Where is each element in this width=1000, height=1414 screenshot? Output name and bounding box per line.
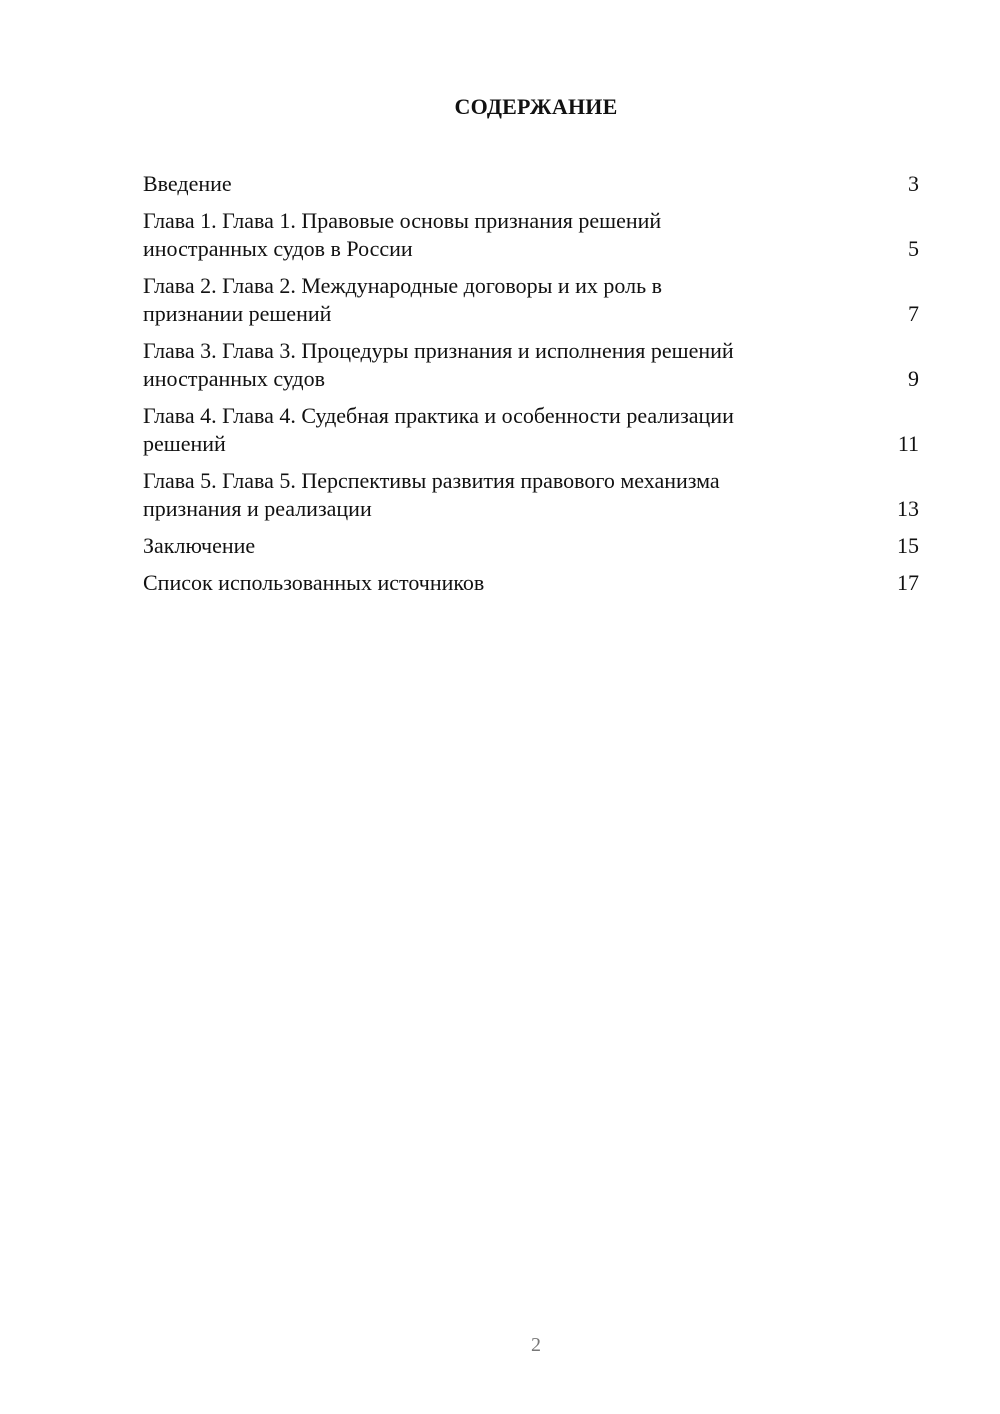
toc-entry-text: Глава 5. Глава 5. Перспективы развития правового механизма признания и реализации [143,468,720,521]
toc-entry-text: Глава 2. Глава 2. Международные договоры и их роль в признании решений [143,273,663,326]
toc-entry-page: 9 [908,366,919,391]
toc-entry-text: Глава 3. Глава 3. Процедуры признания и исполнения решений иностранных судов [143,338,734,391]
toc-entry-page: 17 [897,570,919,595]
toc-entry-chapter-1 [143,207,919,263]
toc-entry-page: 3 [908,171,919,196]
toc-entry-chapter-2 [143,272,919,328]
table-of-contents [143,170,919,606]
page-title: СОДЕРЖАНИЕ [454,94,618,119]
toc-entry-references [143,569,919,597]
toc-entry-chapter-3 [143,337,919,393]
toc-entry-page: 7 [908,301,919,326]
toc-entry-page: 11 [897,431,919,456]
page-number: 2 [531,1334,541,1356]
toc-entry-page: 13 [897,496,919,521]
toc-entry-text: Список использованных источников [143,570,485,595]
toc-entry-chapter-4 [143,402,919,458]
toc-entry-text: Глава 1. Глава 1. Правовые основы признания решений иностранных судов в России [143,208,662,261]
toc-entry-page: 15 [897,533,919,558]
toc-entry-text: Введение [143,171,232,196]
toc-entry-text: Глава 4. Глава 4. Судебная практика и особенности реализации решений [143,403,734,456]
toc-entry-chapter-5 [143,467,919,523]
toc-entry-introduction [143,170,919,198]
toc-entry-conclusion [143,532,919,560]
toc-entry-text: Заключение [143,533,256,558]
toc-entry-page: 5 [908,236,919,261]
